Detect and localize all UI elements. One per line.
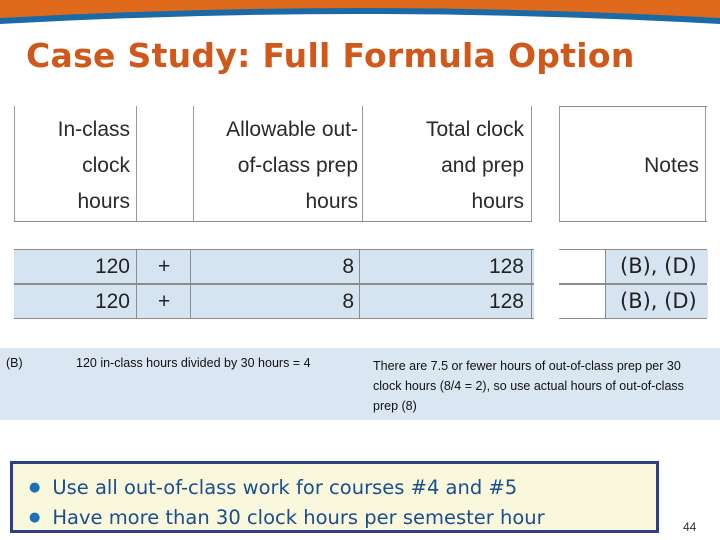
- row-border: [531, 250, 532, 283]
- table-row: [14, 284, 534, 319]
- callout-bullet-text: Use all out-of-class work for courses #4 and #5: [52, 476, 518, 499]
- slide-title: Case Study: Full Formula Option: [26, 36, 635, 75]
- row-border: [190, 285, 191, 318]
- footnote-band: [0, 348, 720, 420]
- header-border-3: [362, 106, 363, 222]
- cell-allowable: 8: [342, 290, 354, 313]
- header-allowable-line2: of-class prep: [237, 154, 358, 177]
- cell-total: 128: [488, 255, 524, 278]
- header-bottom-rule: [14, 221, 532, 222]
- page-number: 44: [683, 520, 697, 534]
- callout-bullet-text: Have more than 30 clock hours per semester hour: [52, 506, 545, 529]
- header-total-line3: hours: [471, 190, 524, 213]
- cell-notes: (B), (D): [620, 254, 697, 278]
- bullet-dot-icon: ●: [29, 480, 41, 495]
- header-allowable-line1: Allowable out-: [226, 118, 358, 141]
- header-in-class: [14, 112, 130, 220]
- header-in-class-line2: clock: [82, 154, 130, 177]
- cell-in-class: 120: [94, 290, 130, 313]
- footnote-explain-line1: There are 7.5 or fewer hours of out-of-class prep per 30: [373, 359, 681, 373]
- header-notes: Notes: [644, 154, 699, 177]
- row-border: [136, 250, 137, 283]
- cell-plus: +: [158, 290, 171, 313]
- header-in-class-line3: hours: [77, 190, 130, 213]
- notes-top-rule: [559, 106, 707, 107]
- row-border: [359, 285, 360, 318]
- footnote-calc: 120 in-class hours divided by 30 hours = 4: [76, 356, 311, 370]
- header-allowable: [196, 112, 358, 220]
- cell-allowable: 8: [342, 255, 354, 278]
- top-wave-band: [0, 0, 720, 34]
- footnote-explain: [373, 356, 684, 416]
- header-border-6: [705, 106, 706, 222]
- cell-notes: (B), (D): [620, 289, 697, 313]
- callout-box: [10, 461, 659, 533]
- cell-plus: +: [158, 255, 171, 278]
- header-border-2: [193, 106, 194, 222]
- header-border-4: [531, 106, 532, 222]
- notes-bottom-rule: [559, 221, 707, 222]
- row-border: [190, 250, 191, 283]
- cell-total: 128: [488, 290, 524, 313]
- footnote-label: (B): [6, 356, 23, 370]
- header-in-class-line1: In-class: [57, 118, 130, 141]
- table-row: [14, 249, 534, 284]
- header-allowable-line3: hours: [305, 190, 358, 213]
- row-border: [136, 285, 137, 318]
- cell-in-class: 120: [94, 255, 130, 278]
- footnote-explain-line2: clock hours (8/4 = 2), so use actual hours of out-of-class: [373, 379, 684, 393]
- header-border-5: [559, 106, 560, 222]
- header-border-1: [136, 106, 137, 222]
- header-total: [364, 112, 524, 220]
- callout-bullet: [29, 476, 517, 499]
- bullet-dot-icon: ●: [29, 510, 41, 525]
- callout-bullet: [29, 506, 545, 529]
- row-border: [359, 250, 360, 283]
- row-border: [531, 285, 532, 318]
- header-total-line2: and prep: [441, 154, 524, 177]
- header-total-line1: Total clock: [425, 118, 524, 141]
- footnote-explain-line3: prep (8): [373, 399, 417, 413]
